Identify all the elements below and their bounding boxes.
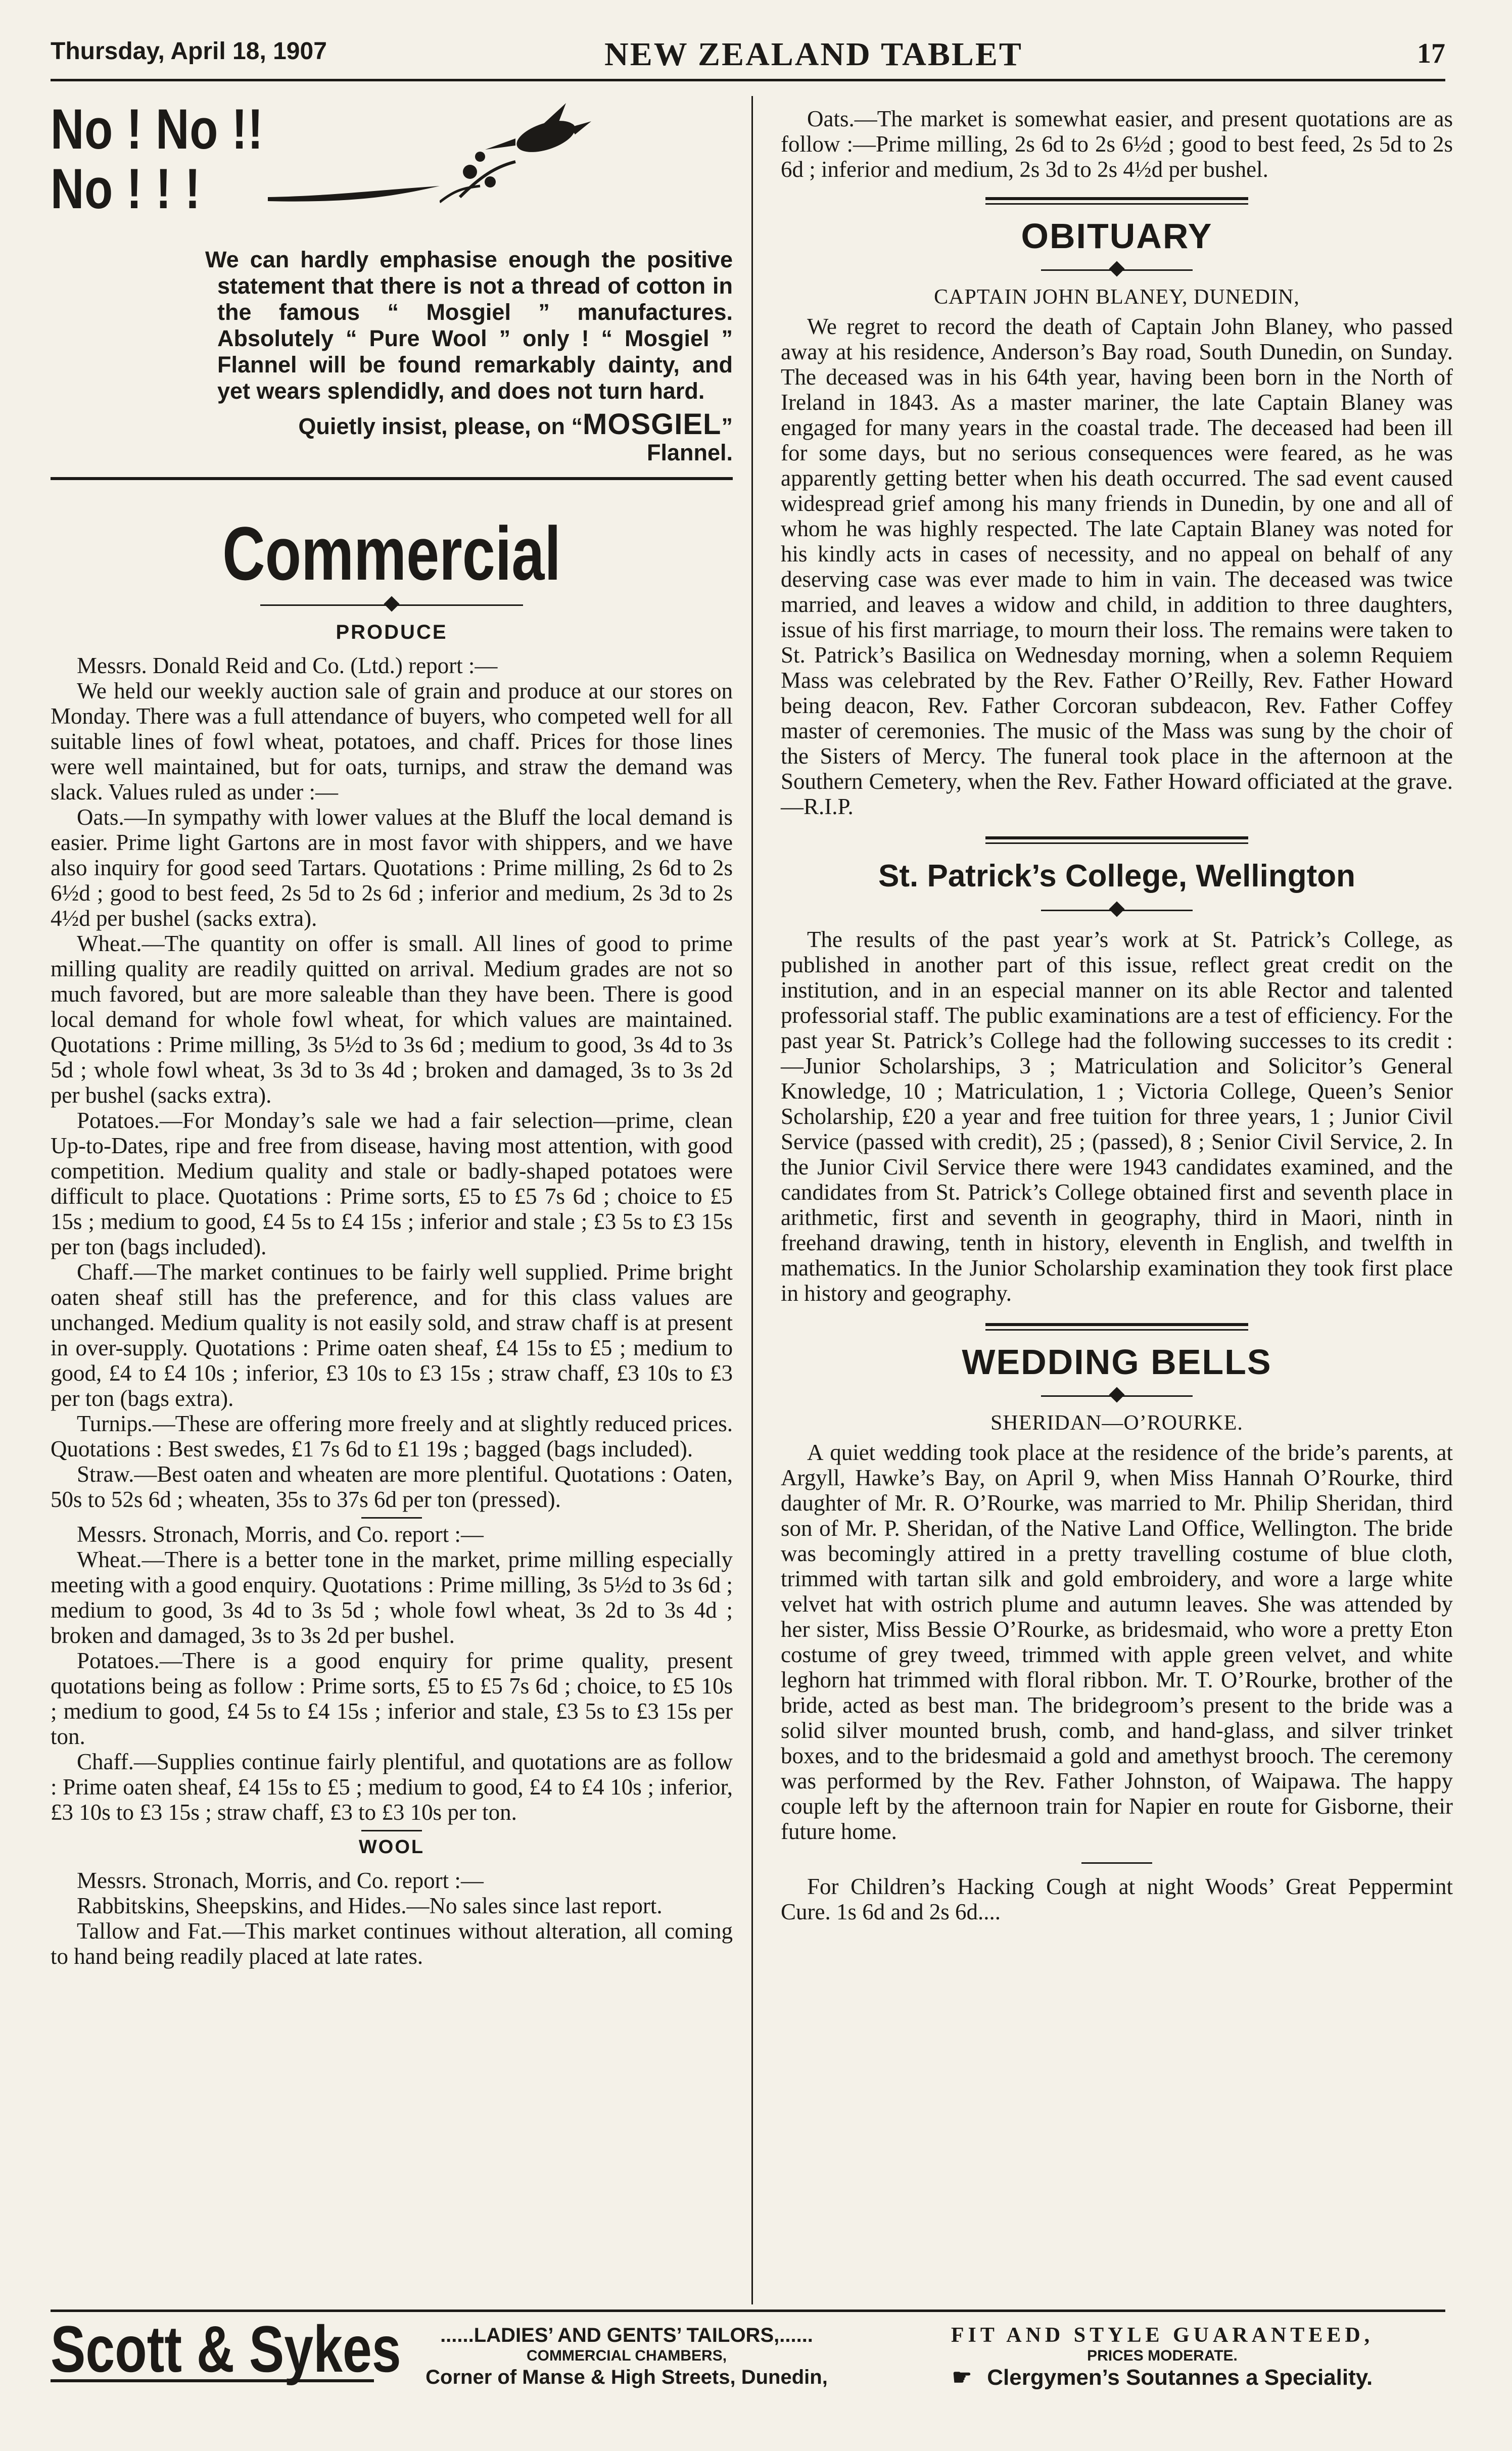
short-rule bbox=[361, 1830, 422, 1831]
ad-body bbox=[205, 247, 733, 466]
st-patricks-title: St. Patrick’s College, Wellington bbox=[878, 859, 1355, 893]
section-rule bbox=[985, 842, 1248, 844]
clergy-line bbox=[879, 2365, 1445, 2390]
chambers-line: COMMERCIAL CHAMBERS, bbox=[526, 2347, 727, 2364]
footer-brand-underline bbox=[51, 2379, 374, 2382]
pointing-hand-icon: ☛ bbox=[952, 2365, 972, 2390]
wheat-paragraph: Wheat.—The quantity on offer is small. All lines of good to prime milling quality are readily quitted on arrival. Medium grades are not so much favored, but are more saleable than they have been. There is good local demand for whole fowl wheat, for which values are maintained. Quotations : Prime milling, 3s 5½d to 3s 6d ; medium to good, 3s 4d to 3s 5d ; whole fowl wheat, 3s 3d to 3s 4d ; broken and damaged, 3s to 3s 2d per bushel (sacks extra). bbox=[51, 931, 733, 1108]
ad-brand: MOSGIEL bbox=[583, 408, 722, 441]
swoosh-decoration bbox=[268, 186, 440, 206]
woods-ad: For Children’s Hacking Cough at night Woods’ Great Peppermint Cure. 1s 6d and 2s 6d.... bbox=[781, 1874, 1453, 1924]
produce-heading: PRODUCE bbox=[336, 621, 448, 643]
ornament-rule bbox=[1041, 903, 1193, 918]
rabbitskins-paragraph: Rabbitskins, Sheepskins, and Hides.—No sales since last report. bbox=[77, 1893, 663, 1918]
report-intro: Messrs. Stronach, Morris, and Co. report :— bbox=[77, 1868, 484, 1893]
obituary-title: OBITUARY bbox=[1021, 216, 1213, 256]
ad-bottom-rule bbox=[51, 477, 733, 480]
report-intro: Messrs. Donald Reid and Co. (Ltd.) report :— bbox=[77, 653, 498, 678]
obituary-paragraph: We regret to record the death of Captain John Blaney, who passed away at his residence, Anderson’s Bay road, South Dunedin, on Sunday. The deceased was in his 64th year, having been born in the North of Ireland in 1843. As a master mariner, the late Captain Blaney was engaged for many years in the coastal trade. The deceased had been ill for some days, but no serious consequences were feared, as he was apparently getting better when his death occurred. The sad event caused widespread grief among his many friends in Dunedin, by one and all of whom he was highly respected. The late Captain Blaney was noted for his kindly acts in cases of necessity, and no appeal on behalf of any deserving case was ever made to him in vain. The deceased was twice married, and leaves a widow and child, in addition to three daughters, issue of his first marriage, to mourn their loss. The remains were taken to St. Patrick’s Basilica on Wednesday morning, when a solemn Requiem Mass was celebrated by the Rev. Father O’Reilly, Rev. Father Howard being deacon, Rev. Father Corcoran subdeacon, Rev. Father Coffey master of ceremonies. The music of the Mass was sung by the choir of the Sisters of Mercy. The funeral took place in the afternoon at the Southern Cemetery, when the Rev. Father Howard officiated at the grave.—R.I.P. bbox=[781, 314, 1453, 819]
oats-paragraph: Oats.—In sympathy with lower values at the Bluff the local demand is easier. Prime light Gartons are in most favor with shippers, and we have also inquiry for good seed Tartars. Quotations : Prime milling, 2s 6d to 2s 6½d ; good to best feed, 2s 5d to 2s 6d ; inferior and medium, 2s 3d to 2s 4½d per bushel (sacks extra). bbox=[51, 805, 733, 931]
ornament-rule bbox=[1041, 262, 1193, 277]
tailors-line: ......LADIES’ AND GENTS’ TAILORS,...... bbox=[440, 2324, 813, 2346]
straw-paragraph: Straw.—Best oaten and wheaten are more plentiful. Quotations : Oaten, 50s to 52s 6d ; wheaten, 35s to 37s 6d per ton (pressed). bbox=[51, 1462, 733, 1512]
oats-paragraph: Oats.—The market is somewhat easier, and present quotations are as follow :—Prime milling, 2s 6d to 2s 6½d ; good to best feed, 2s 5d to 2s 6d ; inferior and medium, 2s 3d to 2s 4½d per bushel. bbox=[781, 106, 1453, 182]
section-rule bbox=[985, 1329, 1248, 1331]
chaff-paragraph: Chaff.—The market continues to be fairly well supplied. Prime bright oaten sheaf still has the preference, and for this class values are unchanged. Medium quality is not easily sold, and straw chaff is at present in over-supply. Quotations : Prime oaten sheaf, £4 15s to £5 ; medium to good, £4 to £4 10s ; inferior, £3 10s to £3 15s ; straw chaff, £3 10s to £3 per ton (bags extra). bbox=[51, 1259, 733, 1411]
chaff-paragraph: Chaff.—Supplies continue fairly plentiful, and quotations are as follow : Prime oaten sheaf, £4 15s to £5 ; medium to good, £4 to £4 10s ; inferior, £3 10s to £3 15s ; straw chaff, £3 to £3 10s per ton. bbox=[51, 1749, 733, 1825]
section-rule bbox=[985, 836, 1248, 839]
commercial-section bbox=[51, 511, 733, 1969]
wedding-subtitle: SHERIDAN—O’ROURKE. bbox=[990, 1411, 1243, 1435]
column-divider bbox=[751, 96, 753, 2304]
section-rule bbox=[985, 197, 1248, 200]
obituary-subtitle: CAPTAIN JOHN BLANEY, DUNEDIN, bbox=[934, 286, 1300, 309]
address-line: Corner of Manse & High Streets, Dunedin, bbox=[426, 2366, 828, 2388]
wedding-paragraph: A quiet wedding took place at the residence of the bride’s parents, at Argyll, Hawke’s Bay, on April 9, when Miss Hannah O’Rourke, third daughter of Mr. R. O’Rourke, was married to Mr. Philip Sheridan, third son of Mr. P. Sheridan, of the Native Land Office, Wellington. The bride was becomingly attired in a pretty travelling costume of blue cloth, trimmed with tartan silk and gold embroidery, and wore a large white velvet hat with ostrich plume and autumn leaves. She was attended by her sister, Miss Bessie O’Rourke, as bridesmaid, who wore a pretty Eton costume of grey tweed, trimmed with apple green velvet, and white leghorn hat trimmed with floral ribbon. Mr. T. O’Rourke, brother of the bride, acted as best man. The bridegroom’s present to the bride was a solid silver mounted brush, comb, and hand-glass, and silver trinket boxes, and to the bridesmaid a gold and amethyst brooch. The ceremony was performed by the Rev. Father Johnston, of Waipawa. The happy couple left by the afternoon train for Napier en route for Gisborne, their future home. bbox=[781, 1440, 1453, 1844]
wheat-paragraph: Wheat.—There is a better tone in the market, prime milling especially meeting with a good enquiry. Quotations : Prime milling, 3s 5½d to 3s 6d ; medium to good, 3s 4d to 3s 5d ; whole fowl wheat, 3s 2d to 3s 4d ; broken and damaged, 3s to 3s 2d per bushel. bbox=[51, 1547, 733, 1648]
section-rule bbox=[985, 1323, 1248, 1326]
prices-line: PRICES MODERATE. bbox=[1087, 2347, 1238, 2364]
tallow-paragraph: Tallow and Fat.—This market continues without alteration, all coming to hand being readily placed at late rates. bbox=[51, 1918, 733, 1969]
mosgiel-ad bbox=[51, 98, 733, 480]
page-number: 17 bbox=[1417, 38, 1445, 69]
turnips-paragraph: Turnips.—These are offering more freely and at slightly reduced prices. Quotations : Best swedes, £1 7s 6d to £1 19s ; bagged (bags included). bbox=[51, 1411, 733, 1462]
footer-brand: Scott & Sykes bbox=[51, 2312, 401, 2386]
masthead bbox=[51, 22, 1445, 83]
wool-heading: WOOL bbox=[358, 1836, 425, 1858]
ad-statement: We can hardly emphasise enough the positive statement that there is not a thread of cotton in the famous “ Mosgiel ” manufactures. Absolutely “ Pure Wool ” only ! “ Mosgiel ” Flannel will be found remarkably dainty, and yet wears splendidly, and does not turn hard. bbox=[205, 247, 733, 404]
footer-tailors bbox=[399, 2324, 854, 2389]
clergy-text: Clergymen’s Soutannes a Speciality. bbox=[987, 2365, 1373, 2390]
fit-style-line: FIT AND STYLE GUARANTEED, bbox=[951, 2324, 1374, 2347]
short-rule bbox=[361, 1517, 422, 1519]
commercial-title: Commercial bbox=[222, 511, 561, 596]
ad-heading-2: No ! ! ! bbox=[51, 157, 201, 220]
bird-and-flower-icon bbox=[440, 101, 606, 207]
short-rule bbox=[1081, 1862, 1152, 1864]
issue-date: Thursday, April 18, 1907 bbox=[51, 38, 327, 65]
report-intro: Messrs. Stronach, Morris, and Co. report :— bbox=[77, 1522, 484, 1547]
wedding-title: WEDDING BELLS bbox=[962, 1342, 1272, 1382]
ornament-rule bbox=[260, 597, 523, 612]
footer-guarantee bbox=[879, 2324, 1445, 2390]
potatoes-paragraph: Potatoes.—For Monday’s sale we had a fair selection—prime, clean Up-to-Dates, ripe and free from disease, having most attention, with good competition. Medium quality and stale or badly-shaped potatoes were difficult to place. Quotations : Prime sorts, £5 to £5 7s 6d ; choice to £5 15s ; medium to good, £4 5s to £4 15s ; inferior and stale ; £3 5s to £3 15s per ton (bags included). bbox=[51, 1108, 733, 1259]
potatoes-paragraph: Potatoes.—There is a good enquiry for prime quality, present quotations being as follow : Prime sorts, £5 to £5 7s 6d ; choice, to £5 10s ; medium to good, £4 5s to £4 15s ; inferior and stale, £3 5s to £3 15s per ton. bbox=[51, 1648, 733, 1749]
newspaper-title: NEW ZEALAND TABLET bbox=[604, 36, 1023, 73]
section-rule bbox=[985, 203, 1248, 205]
ad-heading-1: No ! No !! bbox=[51, 98, 264, 161]
produce-paragraph: We held our weekly auction sale of grain and produce at our stores on Monday. There was a full attendance of buyers, who competed well for all suitable lines of fowl wheat, potatoes, and chaff. Prices for those lines were well maintained, but for oats, turnips, and straw the demand was slack. Values ruled as under :— bbox=[51, 678, 733, 805]
ad-tagline: Quietly insist, please, on “MOSGIEL” Flannel. bbox=[298, 408, 733, 465]
st-patricks-paragraph: The results of the past year’s work at St. Patrick’s College, as published in another part of this issue, reflect great credit on the institution, and in an especial manner on its able Rector and talented professorial staff. The public examinations are a test of efficiency. For the past year St. Patrick’s College had the following successes to its credit :—Junior Scholarships, 3 ; Matriculation and Solicitor’s General Knowledge, 10 ; Matriculation, 1 ; Victoria College, Queen’s Senior Scholarship, £20 a year and free tuition for three years, 1 ; Junior Civil Service (passed with credit), 25 ; (passed), 8 ; Senior Civil Service, 2. In the Junior Civil Service there were 1943 candidates examined, and the candidates from St. Patrick’s College obtained first and seventh place in arithmetic, first and seventh in geography, third in Maori, ninth in freehand drawing, tenth in history, eleventh in English, and twelfth in mathematics. In the Junior Scholarship examination they took first place in history and geography. bbox=[781, 927, 1453, 1306]
right-column bbox=[781, 106, 1453, 1924]
masthead-rule bbox=[51, 79, 1445, 81]
ornament-rule bbox=[1041, 1388, 1193, 1403]
